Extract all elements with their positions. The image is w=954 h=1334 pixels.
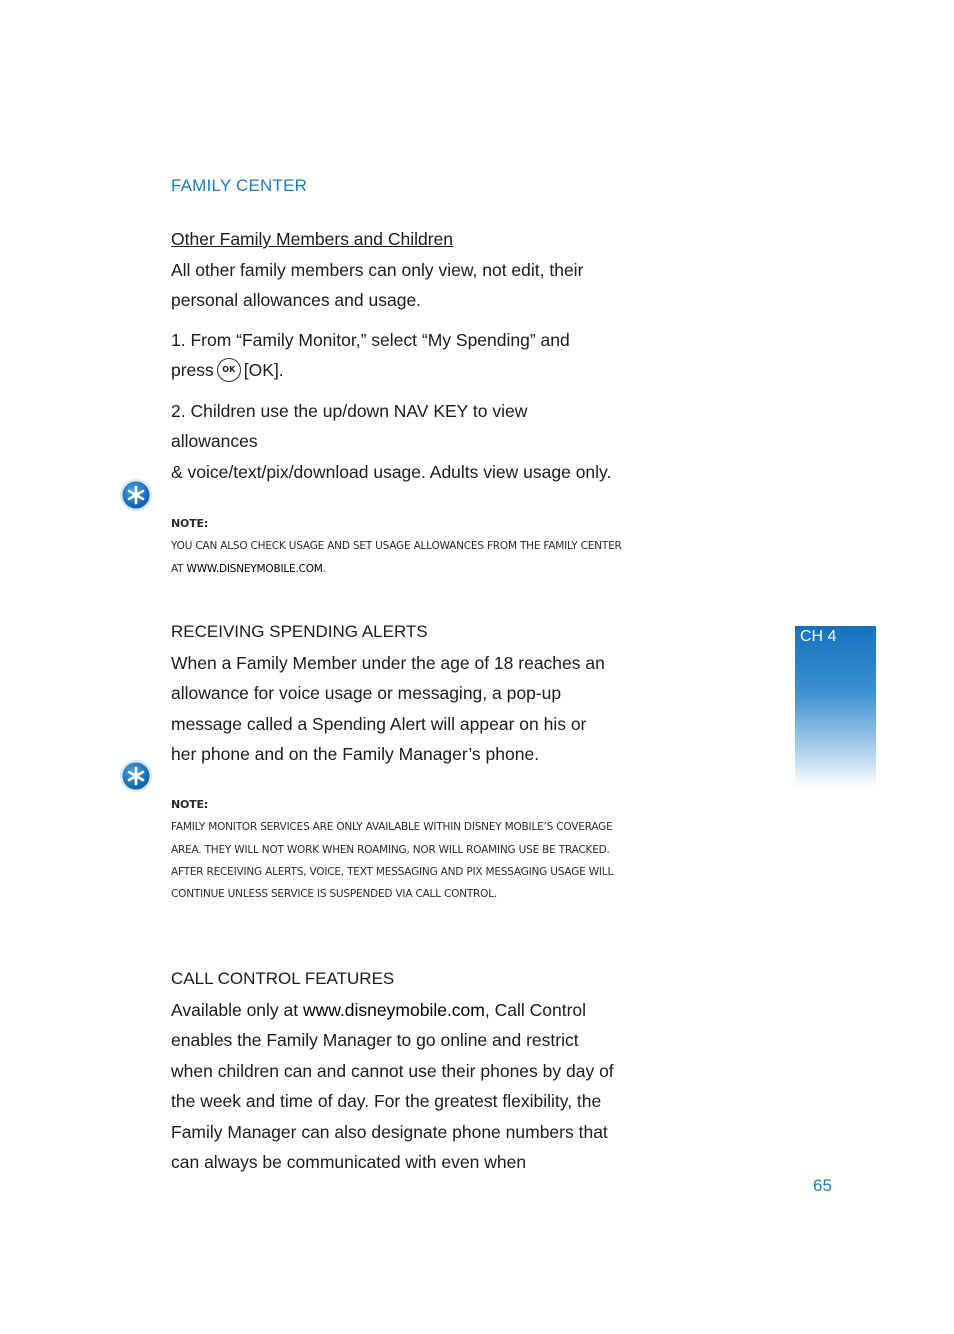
chapter-label: CH 4 xyxy=(800,628,837,645)
call-control-body xyxy=(171,995,621,1178)
note-1-label: NOTE: xyxy=(171,517,208,530)
ok-key-icon: OK xyxy=(217,358,241,382)
chapter-tab xyxy=(795,626,876,788)
disneymobile-link[interactable]: www.disneymobile.com xyxy=(303,999,485,1020)
step-1-ok-label: [OK]. xyxy=(243,360,284,380)
other-members-section xyxy=(171,224,631,487)
other-members-heading: Other Family Members and Children xyxy=(171,229,454,249)
note-1 xyxy=(171,513,631,580)
spending-alerts-heading: RECEIVING SPENDING ALERTS xyxy=(171,622,428,641)
step-1-text: 1. From “Family Monitor,” select “My Spending” and press xyxy=(171,329,570,380)
step-2-line-1: 2. Children use the up/down NAV KEY to view allowances xyxy=(171,400,528,451)
asterisk-note-icon xyxy=(119,759,153,793)
note-1-link[interactable]: WWW.DISNEYMOBILE.COM xyxy=(186,562,323,575)
step-1 xyxy=(171,325,611,386)
step-2-line-2: & voice/text/pix/download usage. Adults view usage only. xyxy=(171,461,612,482)
call-control-heading: CALL CONTROL FEATURES xyxy=(171,969,395,988)
spending-alerts-section xyxy=(171,617,631,770)
note-1-period: . xyxy=(322,562,326,575)
section-title: FAMILY CENTER xyxy=(171,176,308,195)
call-control-body-start: Available only at xyxy=(171,999,299,1020)
spending-alerts-body: When a Family Member under the age of 18 reaches an allowance for voice usage or messaging, a pop-up message called a Spending Alert will appear on his or her phone and on the Family Manager’s phone. xyxy=(171,652,605,764)
note-1-text: YOU CAN ALSO CHECK USAGE AND SET USAGE ALLOWANCES FROM THE FAMILY CENTER AT xyxy=(171,540,622,575)
note-2 xyxy=(171,794,631,905)
call-control-section xyxy=(171,964,631,1178)
asterisk-note-icon xyxy=(119,478,153,512)
note-2-label: NOTE: xyxy=(171,798,208,811)
call-control-body-rest: , Call Control enables the Family Manager to go online and restrict when children can and cannot use their phones by day of the week and time of day. For the greatest flexibility, the Family Manager can also designate phone numbers that can always be communicated with even when xyxy=(171,999,614,1172)
page-number: 65 xyxy=(813,1176,832,1195)
other-members-intro: All other family members can only view, not edit, their personal allowances and usage. xyxy=(171,259,584,310)
note-2-text: FAMILY MONITOR SERVICES ARE ONLY AVAILABLE WITHIN DISNEY MOBILE’S COVERAGE AREA. THEY WILL NOT WORK WHEN ROAMING, NOR WILL ROAMING USE BE TRACKED. AFTER RECEIVING ALERTS, VOICE, TEXT MESSAGING AND PIX MESSAGING USAGE WILL CONTINUE UNLESS SERVICE IS SUSPENDED VIA CALL CONTROL. xyxy=(171,821,614,901)
